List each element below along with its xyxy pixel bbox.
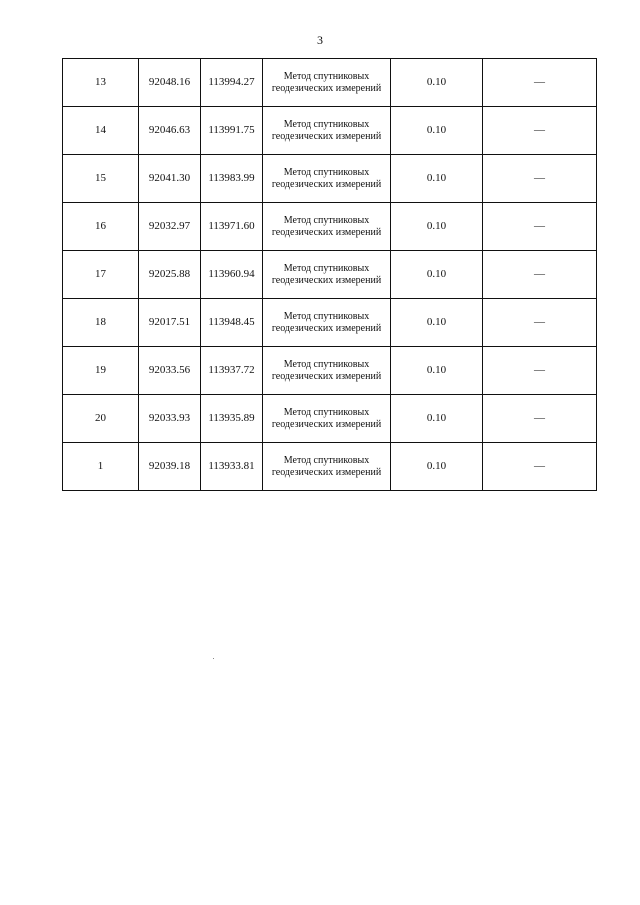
method-cell [263,155,391,203]
page-number: 3 [317,33,323,47]
y-coordinate-cell: 113935.89 [201,395,263,443]
method-cell [263,299,391,347]
scan-speck [213,658,214,659]
method-line-1: Метод спутниковых [283,118,370,130]
x-coordinate-cell: 92048.16 [139,59,201,107]
note-cell: — [483,251,597,299]
table-row [63,155,597,203]
note-cell: — [483,347,597,395]
y-coordinate-cell: 113991.75 [201,107,263,155]
method-line-2: геодезических измерений [271,226,382,238]
point-number-cell: 17 [63,251,139,299]
method-line-2: геодезических измерений [271,418,382,430]
method-line-1: Метод спутниковых [283,214,370,226]
accuracy-cell: 0.10 [391,155,483,203]
method-cell [263,443,391,491]
accuracy-cell: 0.10 [391,347,483,395]
x-coordinate-cell: 92025.88 [139,251,201,299]
table-row [63,59,597,107]
point-number-cell: 20 [63,395,139,443]
accuracy-cell: 0.10 [391,59,483,107]
point-number-cell: 16 [63,203,139,251]
note-cell: — [483,59,597,107]
point-number-cell: 15 [63,155,139,203]
method-line-1: Метод спутниковых [283,310,370,322]
method-line-2: геодезических измерений [271,322,382,334]
coordinates-table [62,58,597,491]
method-cell [263,107,391,155]
method-line-1: Метод спутниковых [283,166,370,178]
y-coordinate-cell: 113983.99 [201,155,263,203]
y-coordinate-cell: 113960.94 [201,251,263,299]
point-number-cell: 14 [63,107,139,155]
accuracy-cell: 0.10 [391,299,483,347]
accuracy-cell: 0.10 [391,203,483,251]
method-line-1: Метод спутниковых [283,358,370,370]
method-line-2: геодезических измерений [271,370,382,382]
note-cell: — [483,299,597,347]
x-coordinate-cell: 92032.97 [139,203,201,251]
point-number-cell: 13 [63,59,139,107]
y-coordinate-cell: 113948.45 [201,299,263,347]
y-coordinate-cell: 113994.27 [201,59,263,107]
table-row [63,251,597,299]
method-line-2: геодезических измерений [271,82,382,94]
note-cell: — [483,155,597,203]
method-line-1: Метод спутниковых [283,406,370,418]
point-number-cell: 1 [63,443,139,491]
method-line-2: геодезических измерений [271,178,382,190]
method-cell [263,251,391,299]
table-row [63,395,597,443]
method-line-1: Метод спутниковых [283,454,370,466]
method-cell [263,347,391,395]
x-coordinate-cell: 92017.51 [139,299,201,347]
method-line-2: геодезических измерений [271,466,382,478]
accuracy-cell: 0.10 [391,395,483,443]
method-line-2: геодезических измерений [271,274,382,286]
x-coordinate-cell: 92046.63 [139,107,201,155]
method-line-1: Метод спутниковых [283,262,370,274]
table-row [63,299,597,347]
x-coordinate-cell: 92033.93 [139,395,201,443]
accuracy-cell: 0.10 [391,107,483,155]
method-cell [263,59,391,107]
table-row [63,203,597,251]
y-coordinate-cell: 113937.72 [201,347,263,395]
note-cell: — [483,203,597,251]
y-coordinate-cell: 113971.60 [201,203,263,251]
method-line-1: Метод спутниковых [283,70,370,82]
note-cell: — [483,443,597,491]
table-row [63,347,597,395]
note-cell: — [483,395,597,443]
note-cell: — [483,107,597,155]
table-row [63,107,597,155]
point-number-cell: 19 [63,347,139,395]
accuracy-cell: 0.10 [391,251,483,299]
method-line-2: геодезических измерений [271,130,382,142]
x-coordinate-cell: 92039.18 [139,443,201,491]
table-row [63,443,597,491]
accuracy-cell: 0.10 [391,443,483,491]
point-number-cell: 18 [63,299,139,347]
method-cell [263,395,391,443]
x-coordinate-cell: 92033.56 [139,347,201,395]
y-coordinate-cell: 113933.81 [201,443,263,491]
x-coordinate-cell: 92041.30 [139,155,201,203]
method-cell [263,203,391,251]
